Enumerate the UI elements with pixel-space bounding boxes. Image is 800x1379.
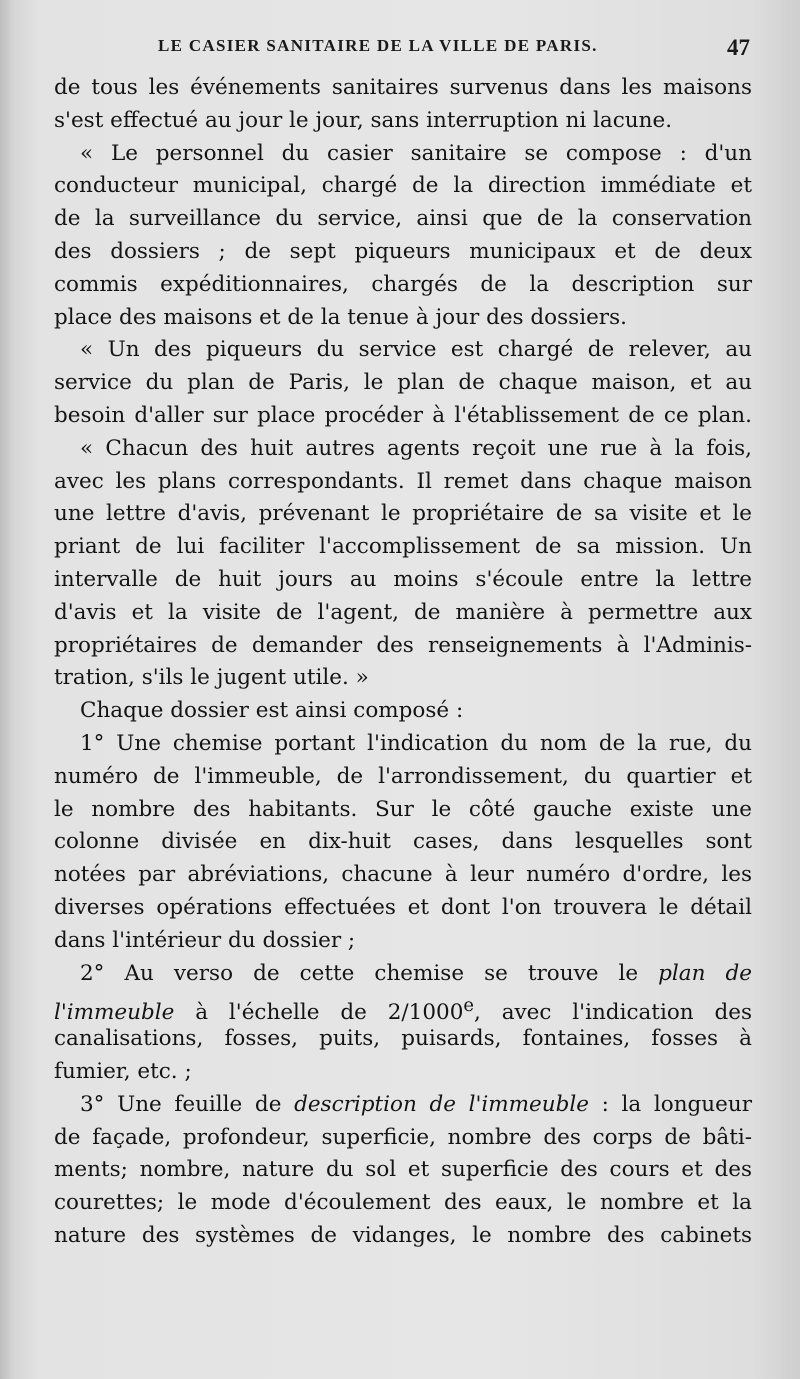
text-line: priant de lui faciliter l'accomplissement de sa mission. Un [54,534,752,560]
text-line [54,958,752,991]
body-text [54,72,752,1253]
text-line: propriétaires de demander des renseignements à l'Adminis- [54,632,752,658]
text-line: le nombre des habitants. Sur le côté gauche existe une [54,796,752,822]
text-line: fumier, etc. ; [54,1058,192,1084]
text-line: dans l'intérieur du dossier ; [54,927,356,953]
text-line: notées par abréviations, chacune à leur numéro d'ordre, les [54,862,752,888]
text-line: de façade, profondeur, superficie, nombre des corps de bâti- [54,1124,752,1150]
text-run: , avec l'indication des [474,1000,752,1026]
text-line: canalisations, fosses, puits, puisards, fontaines, fosses à [54,1026,752,1052]
italic-text-run: plan de [658,960,753,986]
text-line: tration, s'ils le jugent utile. » [54,665,369,691]
text-line: besoin d'aller sur place procéder à l'établissement de ce plan. [54,402,752,428]
text-line: d'avis et la visite de l'agent, de manière à permettre aux [54,599,752,625]
text-line: des dossiers ; de sept piqueurs municipaux et de deux [54,238,752,264]
text-line: colonne divisée en dix-huit cases, dans lesquelles sont [54,829,752,855]
text-line: s'est effectué au jour le jour, sans interruption ni lacune. [54,107,673,133]
text-line: service du plan de Paris, le plan de chaque maison, et au [54,370,752,396]
text-line: de la surveillance du service, ainsi que de la conservation [54,206,752,232]
text-line: nature des systèmes de vidanges, le nombre des cabinets [54,1222,752,1248]
text-line: intervalle de huit jours au moins s'écoule entre la lettre [54,566,752,592]
text-line: de tous les événements sanitaires survenus dans les maisons [54,75,752,100]
italic-text-run: l'immeuble [54,1000,175,1026]
text-line: commis expéditionnaires, chargés de la description sur [54,271,752,297]
text-line: « Un des piqueurs du service est chargé de relever, au [80,337,752,363]
text-line: numéro de l'immeuble, de l'arrondissement, du quartier et [54,763,752,789]
text-line: Chaque dossier est ainsi composé : [80,698,464,724]
text-line: place des maisons et de la tenue à jour des dossiers. [54,304,627,330]
text-line: « Le personnel du casier sanitaire se compose : d'un [80,140,752,166]
text-line: avec les plans correspondants. Il remet dans chaque maison [54,468,752,494]
italic-text-run: description de l'immeuble [294,1091,589,1117]
text-line [54,990,752,1026]
running-title: LE CASIER SANITAIRE DE LA VILLE DE PARIS. [158,36,598,55]
superscript-run: e [463,995,474,1017]
text-line: ments; nombre, nature du sol et superficie des cours et des [54,1157,752,1183]
text-run: : la longueur [589,1091,752,1117]
running-header [0,36,800,60]
text-line: « Chacun des huit autres agents reçoit une rue à la fois, [80,435,752,461]
text-run: 2° Au verso de cette chemise se trouve le [80,960,659,986]
text-run: 3° Une feuille de [80,1091,295,1117]
text-line: une lettre d'avis, prévenant le propriétaire de sa visite et le [54,501,752,527]
text-line: courettes; le mode d'écoulement des eaux, le nombre et la [54,1190,752,1216]
text-line: 1° Une chemise portant l'indication du nom de la rue, du [80,730,752,756]
text-run: à l'échelle de 2/1000 [174,1000,464,1026]
page-number: 47 [727,35,750,60]
text-line: diverses opérations effectuées et dont l'on trouvera le détail [54,894,752,920]
text-line: conducteur municipal, chargé de la direction immédiate et [54,173,752,199]
text-line [54,1089,752,1122]
